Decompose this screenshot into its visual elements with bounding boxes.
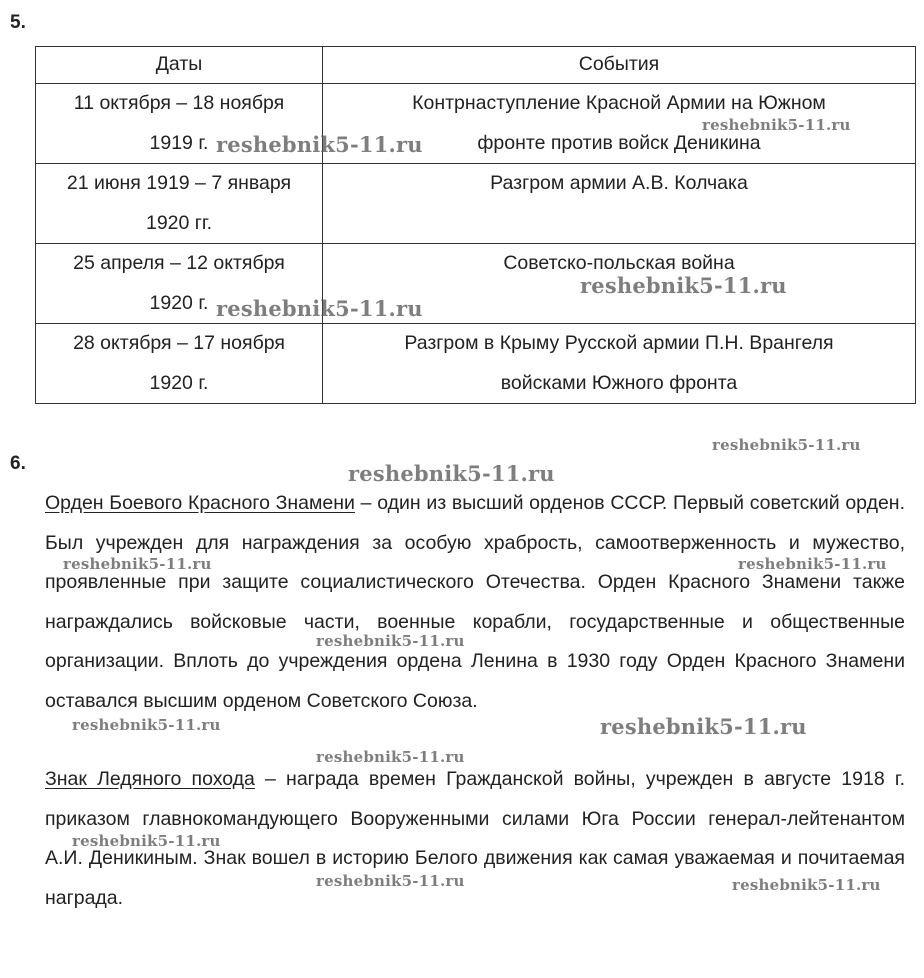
table-header-row bbox=[36, 47, 916, 84]
event-line: Разгром армии А.В. Колчака bbox=[490, 172, 748, 194]
event-cell bbox=[323, 164, 916, 244]
watermark: reshebnik5-11.ru bbox=[72, 716, 221, 734]
watermark: reshebnik5-11.ru bbox=[702, 116, 851, 134]
event-line: Советско-польская война bbox=[503, 252, 735, 274]
date-line: 1920 гг. bbox=[145, 211, 213, 234]
term-order-red-banner: Орден Боевого Красного Знамени bbox=[45, 492, 355, 514]
watermark: reshebnik5-11.ru bbox=[738, 555, 887, 573]
date-line: 1919 г. bbox=[149, 131, 209, 154]
date-cell bbox=[36, 84, 323, 164]
date-line: 11 октября – 18 ноября bbox=[73, 92, 285, 114]
watermark: reshebnik5-11.ru bbox=[316, 748, 465, 766]
watermark: reshebnik5-11.ru bbox=[216, 296, 423, 321]
watermark: reshebnik5-11.ru bbox=[732, 876, 881, 894]
paragraph-order-red-banner bbox=[45, 484, 905, 721]
table-row bbox=[36, 84, 916, 164]
watermark: reshebnik5-11.ru bbox=[712, 436, 861, 454]
table-row bbox=[36, 164, 916, 244]
section-6-number: 6. bbox=[10, 453, 26, 474]
date-cell bbox=[36, 324, 323, 404]
event-line: фронте против войск Деникина bbox=[477, 131, 761, 154]
watermark: reshebnik5-11.ru bbox=[316, 872, 465, 890]
header-events: События bbox=[323, 47, 916, 84]
term-ice-march-badge: Знак Ледяного похода bbox=[45, 768, 255, 790]
paragraph-ice-march-badge bbox=[45, 760, 905, 918]
date-line: 21 июня 1919 – 7 января bbox=[66, 172, 292, 194]
header-dates: Даты bbox=[36, 47, 323, 84]
watermark: reshebnik5-11.ru bbox=[580, 273, 787, 298]
event-line: Разгром в Крыму Русской армии П.Н. Врангеля bbox=[404, 332, 834, 354]
watermark: reshebnik5-11.ru bbox=[316, 632, 465, 650]
table-row bbox=[36, 324, 916, 404]
date-line: 1920 г. bbox=[149, 291, 209, 314]
date-line: 25 апреля – 12 октября bbox=[73, 252, 285, 274]
event-cell bbox=[323, 324, 916, 404]
watermark: reshebnik5-11.ru bbox=[600, 714, 807, 739]
event-line: войсками Южного фронта bbox=[500, 371, 738, 394]
watermark: reshebnik5-11.ru bbox=[72, 832, 221, 850]
table-row bbox=[36, 244, 916, 324]
events-table bbox=[35, 46, 916, 404]
event-cell bbox=[323, 84, 916, 164]
date-line: 1920 г. bbox=[149, 371, 209, 394]
watermark: reshebnik5-11.ru bbox=[63, 555, 212, 573]
event-line: Контрнаступление Красной Армии на Южном bbox=[412, 92, 826, 114]
date-cell bbox=[36, 244, 323, 324]
watermark: reshebnik5-11.ru bbox=[348, 461, 555, 486]
paragraph-body: – один из высший орденов СССР. Первый советский орден. Был учрежден для награждения за особую храбрость, самоотверженность и мужество, проявленные при защите социалистического Отечества. Орден Красного Знамени также награждались войсковые части, военные корабли, государственные и общественные организации. Вплоть до учреждения ордена Ленина в 1930 году Орден Красного Знамени оставался высшим орденом Советского Союза. bbox=[45, 492, 905, 712]
watermark: reshebnik5-11.ru bbox=[216, 132, 423, 157]
date-cell bbox=[36, 164, 323, 244]
paragraph-body: – награда времен Гражданской войны, учрежден в августе 1918 г. приказом главнокомандующего Вооруженными силами Юга России генерал-лейтенантом А.И. Деникиным. Знак вошел в историю Белого движения как самая уважаемая и почитаемая награда. bbox=[45, 768, 905, 909]
section-5-number: 5. bbox=[10, 12, 26, 33]
date-line: 28 октября – 17 ноября bbox=[73, 332, 285, 354]
event-cell bbox=[323, 244, 916, 324]
